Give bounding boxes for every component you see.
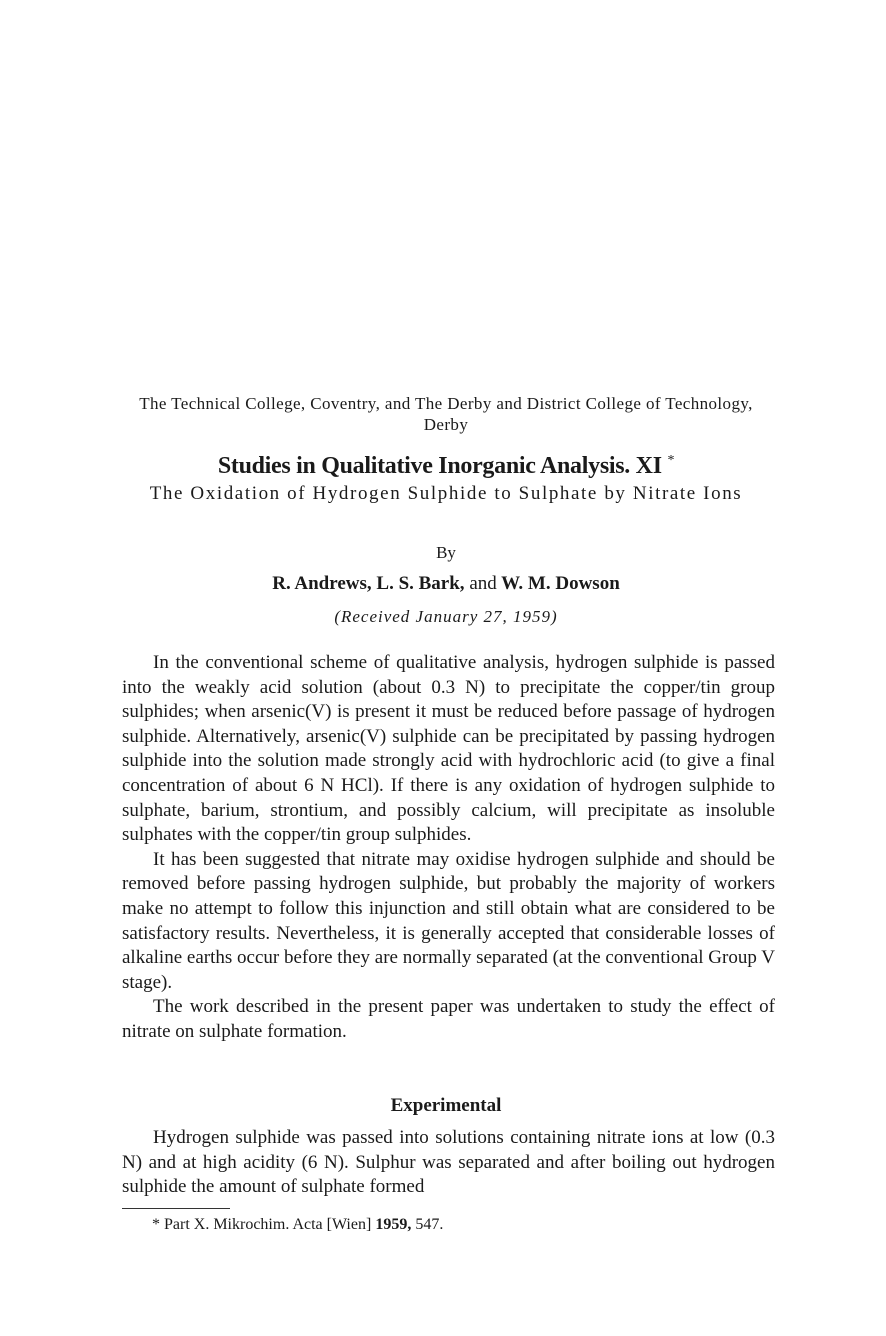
received-date: (Received January 27, 1959): [334, 607, 558, 626]
footnote-volume: 1959,: [375, 1216, 412, 1233]
footnote-rule: [122, 1208, 230, 1209]
experimental-section: [122, 1126, 775, 1200]
intro-paragraph-3: The work described in the present paper was undertaken to study the effect of nitrate on sulphate formation.: [122, 996, 775, 1042]
footnote-page: 547.: [415, 1216, 444, 1233]
author-dowson: W. M. Dowson: [501, 573, 620, 594]
title-footnote-mark: *: [667, 453, 675, 468]
footnote: [152, 1214, 772, 1236]
intro-paragraph-2: It has been suggested that nitrate may oxidise hydrogen sulphide and should be removed before passing hydrogen sulphide, but probably the majority of workers make no attempt to follow this injunction and still obtain what are considered to be satisfactory results. Nevertheless, it is generally accepted that considerable losses of alkaline earths occur before they are normally separated (at the conventional Group V stage).: [122, 848, 775, 993]
intro-section: [122, 651, 775, 1045]
footnote-text: Part X. Mikrochim. Acta [Wien]: [164, 1216, 372, 1233]
title-text: Studies in Qualitative Inorganic Analysis. XI: [217, 453, 662, 479]
footnote-marker: *: [152, 1216, 160, 1233]
section-heading-experimental: Experimental: [390, 1095, 502, 1116]
author-andrews: R. Andrews,: [272, 573, 372, 594]
author-list: [118, 571, 774, 596]
paper-subtitle: The Oxidation of Hydrogen Sulphide to Sulphate by Nitrate Ions: [149, 483, 743, 504]
affiliation: The Technical College, Coventry, and The Derby and District College of Technology, Derby: [139, 394, 753, 434]
by-line: By: [436, 543, 456, 562]
author-bark: L. S. Bark,: [376, 573, 465, 594]
experimental-paragraph-1: Hydrogen sulphide was passed into solutions containing nitrate ions at low (0.3 N) and at high acidity (6 N). Sulphur was separated and after boiling out hydrogen sulphide the amount of sulphate formed: [122, 1127, 775, 1198]
intro-paragraph-1: In the conventional scheme of qualitative analysis, hydrogen sulphide is passed into the weakly acid solution (about 0.3 N) to precipitate the copper/tin group sulphides; when arsenic(V) is present it must be reduced before passage of hydrogen sulphide. Alternatively, arsenic(V) sulphide can be precipitated by passing hydrogen sulphide into the solution made strongly acid with hydrochloric acid (to give a final concentration of about 6 N HCl). If there is any oxidation of hydrogen sulphide to sulphate, barium, strontium, and possibly calcium, will precipitate as insoluble sulphates with the copper/tin group sulphides.: [122, 652, 775, 846]
author-and: and: [469, 573, 497, 594]
paper-title: [118, 447, 774, 480]
